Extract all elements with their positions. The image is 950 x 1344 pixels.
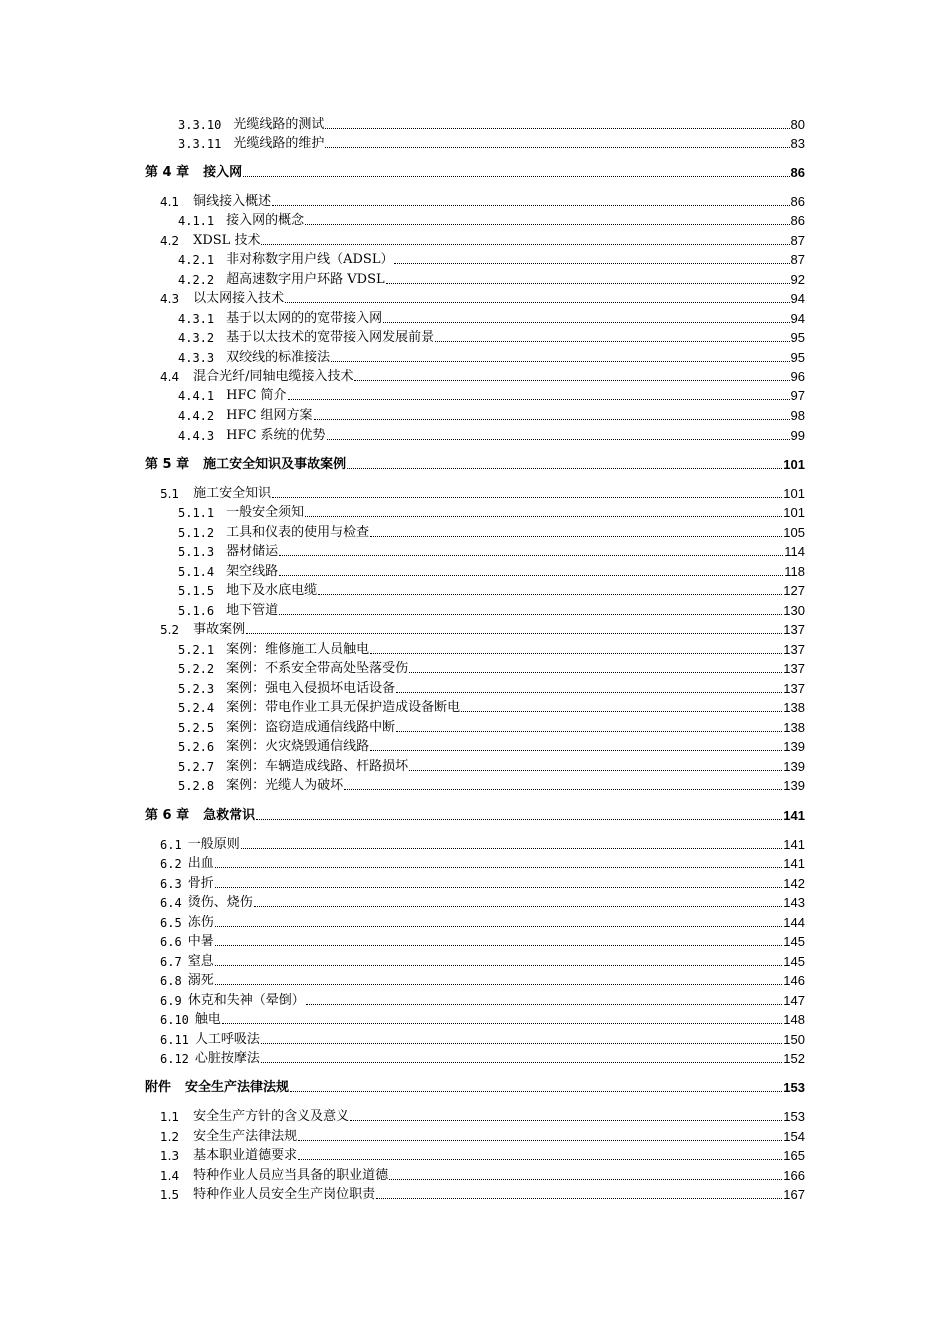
toc-title: 案例：火灾烧毁通信线路 xyxy=(226,739,370,754)
toc-title: 铜线接入概述 xyxy=(193,194,272,209)
toc-page-number: 92 xyxy=(790,272,805,287)
dot-leader xyxy=(285,302,789,303)
toc-entry[interactable] xyxy=(160,1148,805,1164)
toc-page-number: 114 xyxy=(784,544,805,559)
toc-title: 出血 xyxy=(187,856,214,871)
dot-leader xyxy=(435,341,789,342)
toc-page-number: 144 xyxy=(783,915,805,930)
toc-page-number: 83 xyxy=(790,136,805,151)
dot-leader xyxy=(243,176,789,177)
toc-chapter[interactable] xyxy=(145,808,805,824)
toc-entry[interactable] xyxy=(160,973,805,989)
toc-number: 4.4 xyxy=(160,370,180,384)
toc-title: 器材储运 xyxy=(226,544,279,559)
toc-number: 附件 xyxy=(145,1080,172,1095)
dot-leader xyxy=(215,887,783,888)
toc-title: 超高速数字用户环路 VDSL xyxy=(226,272,385,287)
toc-page-number: 101 xyxy=(783,505,805,520)
dot-leader xyxy=(261,1062,782,1063)
toc-page-number: 139 xyxy=(783,778,805,793)
toc-title: 人工呼吸法 xyxy=(194,1032,260,1047)
toc-number: 5.1.1 xyxy=(178,506,215,520)
toc-number: 5.2 xyxy=(160,623,180,637)
toc-page-number: 152 xyxy=(783,1051,805,1066)
dot-leader xyxy=(354,380,789,381)
toc-number: 5.2.3 xyxy=(178,682,215,696)
toc-entry[interactable] xyxy=(160,895,805,911)
toc-page-number: 141 xyxy=(783,837,805,852)
toc-entry[interactable] xyxy=(160,486,805,502)
dot-leader xyxy=(318,594,782,595)
toc-entry[interactable] xyxy=(160,1129,805,1145)
toc-number: 5.2.6 xyxy=(178,740,215,754)
toc-entry[interactable] xyxy=(160,622,805,638)
toc-page-number: 146 xyxy=(783,973,805,988)
toc-title: HFC 系统的优势 xyxy=(226,428,326,443)
toc-number: 5.2.8 xyxy=(178,779,215,793)
dot-leader xyxy=(314,419,790,420)
toc-page-number: 97 xyxy=(790,388,805,403)
toc-number: 1.5 xyxy=(160,1188,180,1202)
toc-page-number: 145 xyxy=(783,954,805,969)
toc-page-number: 139 xyxy=(783,759,805,774)
toc-number: 4.3.2 xyxy=(178,331,215,345)
toc-title: 事故案例 xyxy=(193,622,246,637)
toc-title: 溺死 xyxy=(187,973,214,988)
dot-leader xyxy=(241,848,783,849)
toc-entry[interactable] xyxy=(178,117,805,133)
toc-title: 一般安全须知 xyxy=(226,505,305,520)
dot-leader xyxy=(396,731,782,732)
toc-entry[interactable] xyxy=(160,876,805,892)
toc-entry[interactable] xyxy=(178,681,805,697)
toc-entry[interactable] xyxy=(178,700,805,716)
toc-number: 4.3.3 xyxy=(178,351,215,365)
dot-leader xyxy=(370,536,782,537)
toc-title: 以太网接入技术 xyxy=(193,291,285,306)
toc-number: 3.3.11 xyxy=(178,137,222,151)
toc-chapter[interactable] xyxy=(145,1080,805,1096)
toc-entry[interactable] xyxy=(178,642,805,658)
toc-entry[interactable] xyxy=(178,778,805,794)
toc-entry[interactable] xyxy=(178,759,805,775)
toc-number: 1.3 xyxy=(160,1149,180,1163)
toc-page-number: 137 xyxy=(783,642,805,657)
toc-entry[interactable] xyxy=(178,330,805,346)
toc-title: 安全生产方针的含义及意义 xyxy=(193,1109,350,1124)
toc-page-number: 87 xyxy=(790,233,805,248)
toc-number: 5.1.3 xyxy=(178,545,215,559)
toc-title: 一般原则 xyxy=(187,837,240,852)
toc-number: 1.1 xyxy=(160,1110,180,1124)
toc-entry[interactable] xyxy=(178,252,805,268)
toc-title: 案例：强电入侵损坏电话设备 xyxy=(226,681,396,696)
dot-leader xyxy=(305,224,789,225)
dot-leader xyxy=(396,692,782,693)
toc-title: 双绞线的标准接法 xyxy=(226,350,331,365)
dot-leader xyxy=(394,263,789,264)
toc-page-number: 86 xyxy=(790,194,805,209)
toc-title: HFC 简介 xyxy=(226,388,287,403)
toc-title: 基于以太技术的宽带接入网发展前景 xyxy=(226,330,435,345)
toc-page-number: 165 xyxy=(783,1148,805,1163)
toc-entry[interactable] xyxy=(178,272,805,288)
toc-title: 架空线路 xyxy=(226,564,279,579)
dot-leader xyxy=(279,575,783,576)
dot-leader xyxy=(370,750,782,751)
toc-number: 6.7 xyxy=(160,955,182,969)
toc-number: 4.3.1 xyxy=(178,312,215,326)
dot-leader xyxy=(222,1023,782,1024)
toc-title: 冻伤 xyxy=(187,915,214,930)
toc-title: 休克和失神（晕倒） xyxy=(187,993,305,1008)
dot-leader xyxy=(386,283,790,284)
toc-title: 案例：光缆人为破坏 xyxy=(226,778,344,793)
toc-title: 急救常识 xyxy=(203,808,256,823)
dot-leader xyxy=(325,128,789,129)
toc-entry[interactable] xyxy=(160,1109,805,1125)
dot-leader xyxy=(389,1179,782,1180)
toc-title: HFC 组网方案 xyxy=(226,408,313,423)
toc-title: 基于以太网的的宽带接入网 xyxy=(226,311,383,326)
toc-number: 4.3 xyxy=(160,292,180,306)
toc-number: 5.2.1 xyxy=(178,643,215,657)
dot-leader xyxy=(215,984,783,985)
toc-page-number: 127 xyxy=(783,583,805,598)
toc-entry[interactable] xyxy=(160,291,805,307)
toc-entry[interactable] xyxy=(178,408,805,424)
toc-page-number: 94 xyxy=(790,311,805,326)
toc-number: 第 5 章 xyxy=(145,457,190,472)
toc-page-number: 138 xyxy=(783,700,805,715)
toc-number: 1.4 xyxy=(160,1169,180,1183)
toc-title: 安全生产法律法规 xyxy=(185,1080,290,1095)
toc-number: 3.3.10 xyxy=(178,118,222,132)
toc-number: 1.2 xyxy=(160,1130,180,1144)
dot-leader xyxy=(331,361,789,362)
toc-page-number: 141 xyxy=(783,856,805,871)
toc-number: 4.1 xyxy=(160,195,180,209)
toc-title: 特种作业人员安全生产岗位职责 xyxy=(193,1187,376,1202)
dot-leader xyxy=(298,1140,782,1141)
toc-title: 光缆线路的测试 xyxy=(233,117,325,132)
dot-leader xyxy=(215,965,783,966)
toc-number: 4.4.3 xyxy=(178,429,215,443)
toc-entry[interactable] xyxy=(178,505,805,521)
toc-title: 触电 xyxy=(194,1012,221,1027)
toc-number: 5.1.2 xyxy=(178,526,215,540)
dot-leader xyxy=(272,205,789,206)
toc-page-number: 153 xyxy=(783,1109,805,1124)
toc-entry[interactable] xyxy=(178,583,805,599)
dot-leader xyxy=(347,468,782,469)
toc-page-number: 95 xyxy=(790,330,805,345)
toc-number: 5.1.6 xyxy=(178,604,215,618)
dot-leader xyxy=(246,633,782,634)
toc-page-number: 101 xyxy=(783,457,805,472)
toc-number: 6.6 xyxy=(160,935,182,949)
dot-leader xyxy=(279,555,783,556)
toc-page-number: 154 xyxy=(783,1129,805,1144)
dot-leader xyxy=(298,1159,782,1160)
toc-page-number: 105 xyxy=(783,525,805,540)
toc-entry[interactable] xyxy=(160,1051,805,1067)
toc-page-number: 98 xyxy=(790,408,805,423)
dot-leader xyxy=(305,516,782,517)
toc-page-number: 141 xyxy=(783,808,805,823)
toc-entry[interactable] xyxy=(160,1032,805,1048)
toc-page-number: 86 xyxy=(790,165,805,180)
toc-entry[interactable] xyxy=(160,993,805,1009)
dot-leader xyxy=(461,711,782,712)
toc-title: 案例：车辆造成线路、杆路损坏 xyxy=(226,759,409,774)
dot-leader xyxy=(350,1120,782,1121)
toc-title: 混合光纤/同轴电缆接入技术 xyxy=(193,369,354,384)
dot-leader xyxy=(215,867,783,868)
toc-entry[interactable] xyxy=(178,720,805,736)
toc-chapter[interactable] xyxy=(145,457,805,473)
toc-title: 案例：维修施工人员触电 xyxy=(226,642,370,657)
toc-page-number: 150 xyxy=(783,1032,805,1047)
toc-entry[interactable] xyxy=(160,856,805,872)
toc-title: 烫伤、烧伤 xyxy=(187,895,253,910)
toc-chapter[interactable] xyxy=(145,165,805,181)
dot-leader xyxy=(409,672,782,673)
toc-number: 5.2.7 xyxy=(178,760,215,774)
dot-leader xyxy=(272,497,782,498)
dot-leader xyxy=(288,399,790,400)
dot-leader xyxy=(261,244,789,245)
toc-page-number: 167 xyxy=(783,1187,805,1202)
toc-entry[interactable] xyxy=(160,1168,805,1184)
toc-number: 5.1 xyxy=(160,487,180,501)
toc-page-number: 130 xyxy=(783,603,805,618)
toc-page-number: 166 xyxy=(783,1168,805,1183)
toc-title: 接入网的概念 xyxy=(226,213,305,228)
toc-title: 施工安全知识及事故案例 xyxy=(203,457,347,472)
toc-title: 中暑 xyxy=(187,934,214,949)
toc-entry[interactable] xyxy=(160,954,805,970)
toc-entry[interactable] xyxy=(178,544,805,560)
dot-leader xyxy=(256,819,782,820)
toc-entry[interactable] xyxy=(160,194,805,210)
toc-number: 6.4 xyxy=(160,896,182,910)
toc-title: 非对称数字用户线（ADSL） xyxy=(226,252,394,267)
toc-entry[interactable] xyxy=(178,311,805,327)
toc-title: 心脏按摩法 xyxy=(194,1051,260,1066)
dot-leader xyxy=(254,906,783,907)
toc-number: 4.2.1 xyxy=(178,253,215,267)
toc-number: 6.12 xyxy=(160,1052,189,1066)
toc-number: 6.8 xyxy=(160,974,182,988)
toc-number: 6.9 xyxy=(160,994,182,1008)
toc-number: 6.10 xyxy=(160,1013,189,1027)
dot-leader xyxy=(344,789,782,790)
toc-page-number: 137 xyxy=(783,661,805,676)
toc-entry[interactable] xyxy=(160,1187,805,1203)
toc-page-number: 137 xyxy=(783,681,805,696)
toc-page-number: 99 xyxy=(790,428,805,443)
toc-page-number: 138 xyxy=(783,720,805,735)
toc-page-number: 139 xyxy=(783,739,805,754)
toc-title: 骨折 xyxy=(187,876,214,891)
toc-entry[interactable] xyxy=(178,213,805,229)
toc-page-number: 86 xyxy=(790,213,805,228)
toc-title: 地下及水底电缆 xyxy=(226,583,318,598)
toc-entry[interactable] xyxy=(160,233,805,249)
toc-number: 第 4 章 xyxy=(145,165,190,180)
toc-entry[interactable] xyxy=(178,661,805,677)
toc-title: 基本职业道德要求 xyxy=(193,1148,298,1163)
toc-page-number: 94 xyxy=(790,291,805,306)
toc-title: 安全生产法律法规 xyxy=(193,1129,298,1144)
toc-page-number: 101 xyxy=(783,486,805,501)
toc-number: 5.2.2 xyxy=(178,662,215,676)
toc-entry[interactable] xyxy=(160,837,805,853)
toc-number: 4.1.1 xyxy=(178,214,215,228)
toc-entry[interactable] xyxy=(178,136,805,152)
toc-number: 4.2 xyxy=(160,234,180,248)
toc-title: 接入网 xyxy=(203,165,243,180)
toc-number: 6.5 xyxy=(160,916,182,930)
toc-page-number: 145 xyxy=(783,934,805,949)
toc-title: 光缆线路的维护 xyxy=(233,136,325,151)
toc-page-number: 147 xyxy=(783,993,805,1008)
toc-title: 案例：不系安全带高处坠落受伤 xyxy=(226,661,409,676)
toc-entry[interactable] xyxy=(178,603,805,619)
toc-number: 4.4.2 xyxy=(178,409,215,423)
toc-title: 地下管道 xyxy=(226,603,279,618)
dot-leader xyxy=(306,1004,783,1005)
toc-title: 施工安全知识 xyxy=(193,486,272,501)
toc-page-number: 137 xyxy=(783,622,805,637)
dot-leader xyxy=(376,1198,782,1199)
toc-title: XDSL 技术 xyxy=(193,233,261,248)
toc-title: 工具和仪表的使用与检查 xyxy=(226,525,370,540)
dot-leader xyxy=(290,1091,782,1092)
toc-page-number: 142 xyxy=(783,876,805,891)
dot-leader xyxy=(327,439,790,440)
toc-number: 5.1.4 xyxy=(178,565,215,579)
toc-number: 5.2.4 xyxy=(178,701,215,715)
toc-number: 5.1.5 xyxy=(178,584,215,598)
toc-page-number: 87 xyxy=(790,252,805,267)
toc-number: 5.2.5 xyxy=(178,721,215,735)
toc-entry[interactable] xyxy=(178,350,805,366)
dot-leader xyxy=(215,926,783,927)
toc-entry[interactable] xyxy=(160,934,805,950)
toc-entry[interactable] xyxy=(160,369,805,385)
toc-number: 4.4.1 xyxy=(178,389,215,403)
toc-title: 特种作业人员应当具备的职业道德 xyxy=(193,1168,389,1183)
dot-leader xyxy=(409,770,782,771)
toc-page-number: 96 xyxy=(790,369,805,384)
toc-page-number: 118 xyxy=(784,564,805,579)
toc-page-number: 80 xyxy=(790,117,805,132)
toc-number: 第 6 章 xyxy=(145,808,190,823)
toc-page-number: 143 xyxy=(783,895,805,910)
toc-title: 案例：盗窃造成通信线路中断 xyxy=(226,720,396,735)
toc-page-number: 153 xyxy=(783,1080,805,1095)
toc-number: 6.2 xyxy=(160,857,182,871)
dot-leader xyxy=(261,1043,782,1044)
toc-entry[interactable] xyxy=(178,739,805,755)
toc-page-number: 148 xyxy=(783,1012,805,1027)
toc-entry[interactable] xyxy=(178,428,805,444)
toc-entry[interactable] xyxy=(160,915,805,931)
toc-entry[interactable] xyxy=(178,388,805,404)
toc-number: 6.3 xyxy=(160,877,182,891)
toc-title: 案例：带电作业工具无保护造成设备断电 xyxy=(226,700,461,715)
toc-entry[interactable] xyxy=(178,564,805,580)
toc-entry[interactable] xyxy=(160,1012,805,1028)
toc-number: 4.2.2 xyxy=(178,273,215,287)
toc-page-number: 95 xyxy=(790,350,805,365)
dot-leader xyxy=(215,945,783,946)
toc-entry[interactable] xyxy=(178,525,805,541)
toc-number: 6.11 xyxy=(160,1033,189,1047)
toc-title: 窒息 xyxy=(187,954,214,969)
dot-leader xyxy=(383,322,789,323)
dot-leader xyxy=(279,614,782,615)
dot-leader xyxy=(370,653,782,654)
toc-number: 6.1 xyxy=(160,838,182,852)
dot-leader xyxy=(325,147,789,148)
